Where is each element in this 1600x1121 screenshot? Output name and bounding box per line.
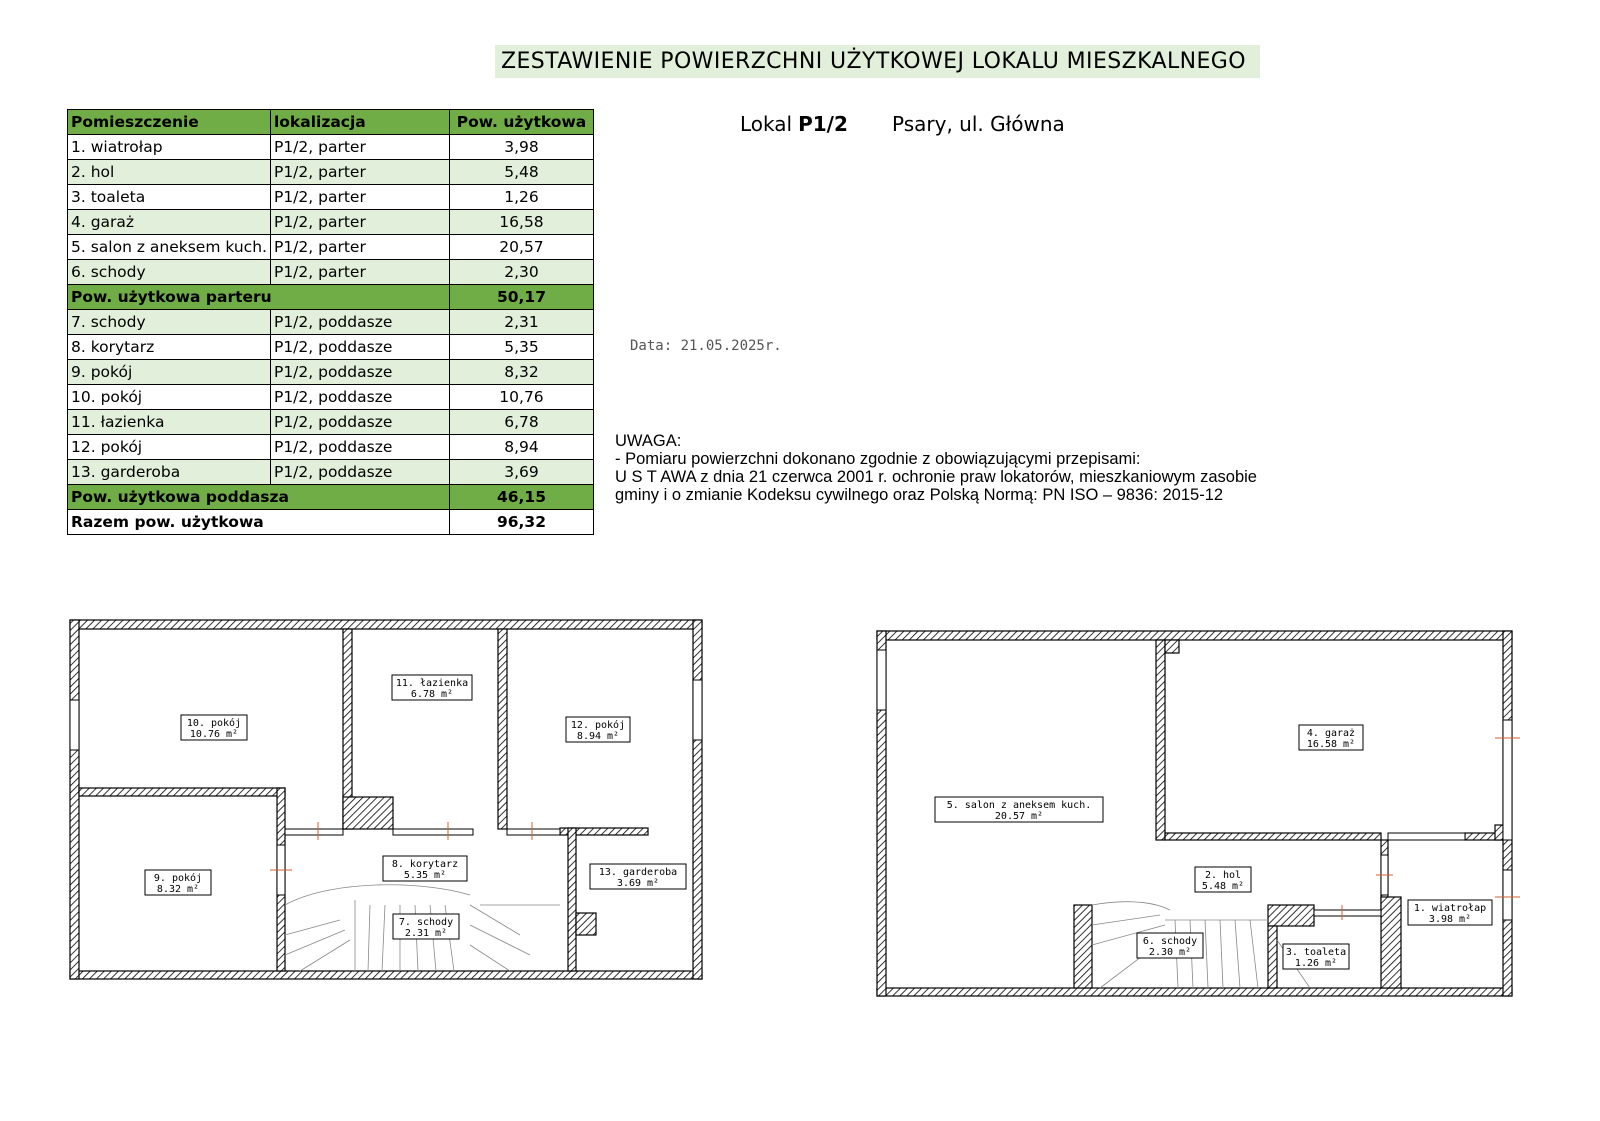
room-label-7 <box>393 914 459 939</box>
room-name: 11. łazienka <box>68 410 271 435</box>
room-name: 8. korytarz <box>68 335 271 360</box>
col-header-location: lokalizacja <box>270 110 449 135</box>
col-header-area: Pow. użytkowa <box>449 110 593 135</box>
room-area: 2,30 <box>449 260 593 285</box>
room-label-area: 3.98 m² <box>1428 914 1472 925</box>
note-line: - Pomiaru powierzchni dokonano zgodnie z obowiązującymi przepisami: <box>615 450 1141 468</box>
room-label-name: 7. schody <box>398 917 454 928</box>
room-label-5 <box>935 797 1103 822</box>
room-label-area: 1.26 m² <box>1294 958 1338 969</box>
room-location: P1/2, parter <box>270 185 449 210</box>
room-label-name: 12. pokój <box>570 720 626 731</box>
room-location: P1/2, poddasze <box>270 460 449 485</box>
room-label-area: 10.76 m² <box>189 729 239 740</box>
room-label-11 <box>392 675 472 700</box>
room-area: 2,31 <box>449 310 593 335</box>
room-label-9 <box>145 870 211 895</box>
room-location: P1/2, poddasze <box>270 435 449 460</box>
room-name: 3. toaleta <box>68 185 271 210</box>
room-name: 13. garderoba <box>68 460 271 485</box>
room-label-area: 6.78 m² <box>410 689 454 700</box>
room-label-area: 8.32 m² <box>156 884 200 895</box>
room-label-name: 5. salon z aneksem kuch. <box>946 800 1092 811</box>
subtotal-value: 50,17 <box>449 285 593 310</box>
room-label-4 <box>1299 725 1363 750</box>
room-location: P1/2, poddasze <box>270 335 449 360</box>
room-location: P1/2, poddasze <box>270 410 449 435</box>
address: Psary, ul. Główna <box>892 112 1065 136</box>
total-label: Razem pow. użytkowa <box>68 510 450 535</box>
col-header-room: Pomieszczenie <box>68 110 271 135</box>
room-label-2 <box>1195 867 1251 892</box>
room-label-name: 10. pokój <box>186 718 242 729</box>
room-area: 3,98 <box>449 135 593 160</box>
room-label-8 <box>383 856 467 881</box>
room-label-area: 5.48 m² <box>1201 881 1245 892</box>
room-area: 5,35 <box>449 335 593 360</box>
room-area: 8,94 <box>449 435 593 460</box>
room-location: P1/2, parter <box>270 160 449 185</box>
room-label-area: 5.35 m² <box>403 870 447 881</box>
room-location: P1/2, parter <box>270 260 449 285</box>
plan-upper-floor <box>70 620 702 979</box>
room-label-1 <box>1408 900 1492 925</box>
room-label-6 <box>1137 933 1203 958</box>
room-label-name: 6. schody <box>1142 936 1198 947</box>
subtotal-label: Pow. użytkowa parteru <box>68 285 450 310</box>
room-label-name: 4. garaż <box>1306 728 1356 739</box>
room-area: 16,58 <box>449 210 593 235</box>
room-label-10 <box>181 715 247 740</box>
room-area: 10,76 <box>449 385 593 410</box>
room-label-name: 2. hol <box>1204 870 1242 881</box>
document-title: ZESTAWIENIE POWIERZCHNI UŻYTKOWEJ LOKALU MIESZKALNEGO <box>495 45 1260 78</box>
room-location: P1/2, poddasze <box>270 310 449 335</box>
room-label-area: 2.31 m² <box>404 928 448 939</box>
room-name: 10. pokój <box>68 385 271 410</box>
room-name: 12. pokój <box>68 435 271 460</box>
room-label-3 <box>1283 944 1349 969</box>
lokal-id: P1/2 <box>798 112 848 136</box>
room-label-area: 16.58 m² <box>1306 739 1356 750</box>
room-label-name: 8. korytarz <box>391 859 459 870</box>
room-name: 2. hol <box>68 160 271 185</box>
note-line: gminy i o zmianie Kodeksu cywilnego oraz Polską Normą: PN ISO – 9836: 2015-12 <box>615 486 1224 504</box>
room-area: 6,78 <box>449 410 593 435</box>
room-label-area: 2.30 m² <box>1148 947 1192 958</box>
room-area: 3,69 <box>449 460 593 485</box>
room-label-area: 20.57 m² <box>994 811 1044 822</box>
room-area: 20,57 <box>449 235 593 260</box>
subtotal-value: 46,15 <box>449 485 593 510</box>
room-name: 7. schody <box>68 310 271 335</box>
note-line: U S T AWA z dnia 21 czerwca 2001 r. ochronie praw lokatorów, mieszkaniowym zasobie <box>615 468 1257 486</box>
room-label-area: 3.69 m² <box>616 878 660 889</box>
room-location: P1/2, poddasze <box>270 385 449 410</box>
subtotal-label: Pow. użytkowa poddasza <box>68 485 450 510</box>
room-location: P1/2, parter <box>270 210 449 235</box>
room-label-13 <box>590 864 686 889</box>
room-label-12 <box>566 717 630 742</box>
plan-ground-floor <box>877 631 1520 996</box>
room-area: 1,26 <box>449 185 593 210</box>
room-label-area: 8.94 m² <box>576 731 620 742</box>
room-area: 5,48 <box>449 160 593 185</box>
room-label-name: 3. toaleta <box>1285 947 1347 958</box>
room-area: 8,32 <box>449 360 593 385</box>
room-label-name: 1. wiatrołap <box>1413 903 1487 914</box>
date-stamp: Data: 21.05.2025r. <box>630 338 782 354</box>
room-name: 4. garaż <box>68 210 271 235</box>
room-location: P1/2, parter <box>270 135 449 160</box>
room-name: 1. wiatrołap <box>68 135 271 160</box>
note-heading: UWAGA: <box>615 432 682 450</box>
room-label-name: 9. pokój <box>153 873 203 884</box>
room-label-name: 11. łazienka <box>395 678 469 689</box>
room-label-name: 13. garderoba <box>598 867 678 878</box>
total-value: 96,32 <box>449 510 593 535</box>
room-location: P1/2, poddasze <box>270 360 449 385</box>
room-name: 9. pokój <box>68 360 271 385</box>
room-name: 5. salon z aneksem kuch. <box>68 235 271 260</box>
room-name: 6. schody <box>68 260 271 285</box>
lokal-prefix: Lokal <box>740 112 793 136</box>
room-location: P1/2, parter <box>270 235 449 260</box>
